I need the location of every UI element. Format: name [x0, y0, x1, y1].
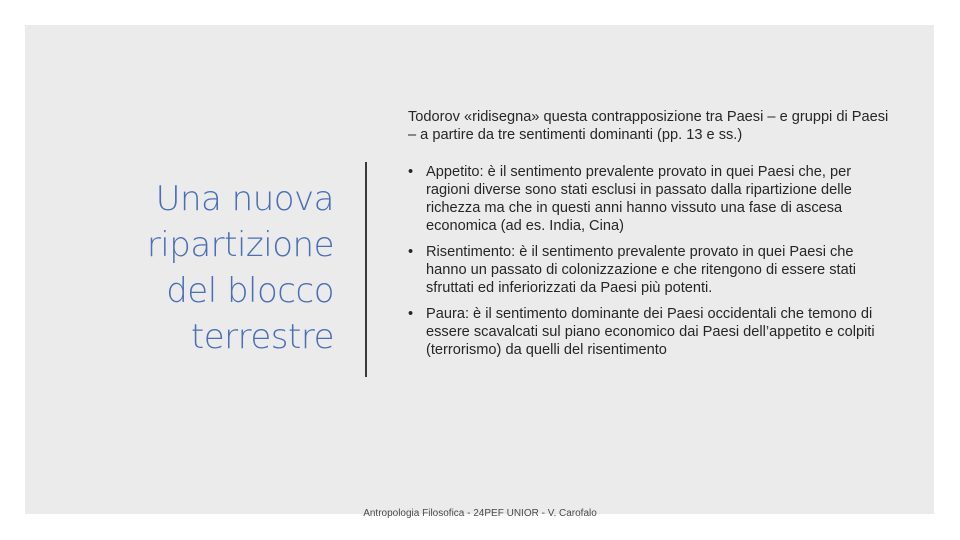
bullet-text: Paura: è il sentimento dominante dei Paesi occidentali che temono di essere scavalcati sul piano economico dai Paesi dell’appetito e colpiti (terrorismo) da quelli del risentimento [426, 306, 875, 358]
slide-title-line: Una nuova [155, 179, 334, 219]
bullet-icon: • [408, 306, 414, 322]
bullet-icon: • [408, 164, 414, 180]
bullet-text: Risentimento: è il sentimento prevalente provato in quei Paesi che hanno un passato di colonizzazione e che ritengono di essere stati sfruttati ed inferiorizzati da Paesi più potenti. [426, 244, 856, 296]
slide-title [60, 176, 334, 360]
slide-footer: Antropologia Filosofica - 24PEF UNIOR - V. Carofalo [363, 508, 597, 519]
bullet-icon: • [408, 244, 414, 260]
slide-title-line: del blocco [166, 271, 334, 311]
slide-content [408, 108, 898, 367]
vertical-divider [365, 162, 367, 377]
bullet-item-paura [408, 305, 898, 359]
slide-title-line: terrestre [190, 317, 334, 357]
intro-paragraph: Todorov «ridisegna» questa contrapposizione tra Paesi – e gruppi di Paesi – a partire da tre sentimenti dominanti (pp. 13 e ss.) [408, 109, 889, 143]
bullet-item-appetito [408, 163, 898, 235]
bullet-item-risentimento [408, 243, 898, 297]
bullet-text: Appetito: è il sentimento prevalente provato in quei Paesi che, per ragioni diverse sono stati esclusi in passato dalla ripartizione delle richezza ma che in questi anni hanno vissuto una fase di ascesa economica (ad es. India, Cina) [426, 164, 852, 234]
bullet-list [408, 163, 898, 359]
slide-title-line: ripartizione [146, 225, 334, 265]
